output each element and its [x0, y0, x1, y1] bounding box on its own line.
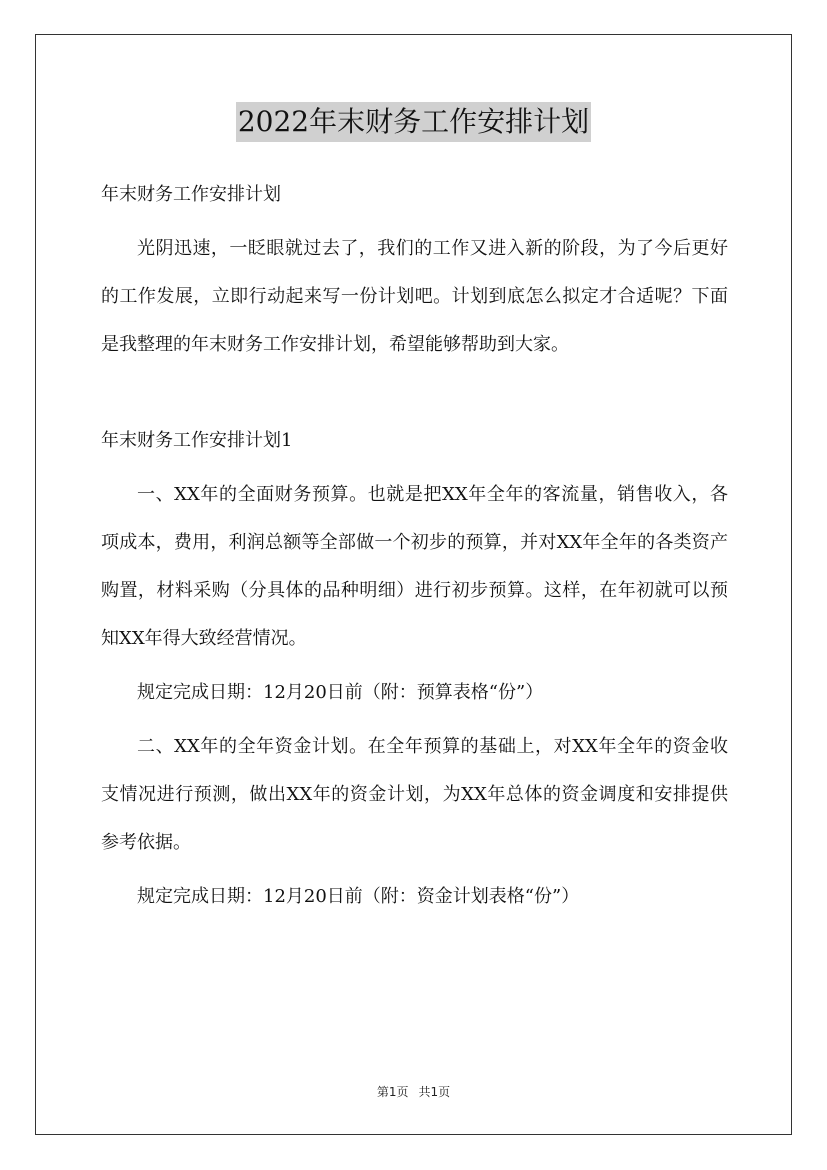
page-number: 第1页: [376, 1085, 409, 1099]
section-heading: 年末财务工作安排计划1: [101, 430, 293, 451]
intro-paragraph: 光阴迅速，一眨眼就过去了，我们的工作又进入新的阶段，为了今后更好的工作发展，立即行动起来写一份计划吧。计划到底怎么拟定才合适呢？下面是我整理的年末财务工作安排计划，希望能够帮助到大家。: [101, 238, 728, 355]
title-container: [0, 102, 827, 142]
document-title: 2022年末财务工作安排计划: [236, 102, 591, 142]
page-total: 共1页: [418, 1085, 451, 1099]
deadline-1: 规定完成日期：12月20日前（附：预算表格“份”）: [137, 682, 544, 703]
document-subtitle: 年末财务工作安排计划: [101, 184, 281, 205]
page-footer: [0, 1083, 827, 1100]
item-2-paragraph: 二、XX年的全年资金计划。在全年预算的基础上，对XX年全年的资金收支情况进行预测，做出XX年的资金计划，为XX年总体的资金调度和安排提供参考依据。: [101, 736, 728, 853]
item-1-paragraph: 一、XX年的全面财务预算。也就是把XX年全年的客流量，销售收入，各项成本，费用，利润总额等全部做一个初步的预算，并对XX年全年的各类资产购置，材料采购（分具体的品种明细）进行初步预算。这样，在年初就可以预知XX年得大致经营情况。: [101, 484, 728, 649]
document-body: [101, 171, 728, 921]
deadline-2: 规定完成日期：12月20日前（附：资金计划表格“份”）: [137, 886, 580, 907]
